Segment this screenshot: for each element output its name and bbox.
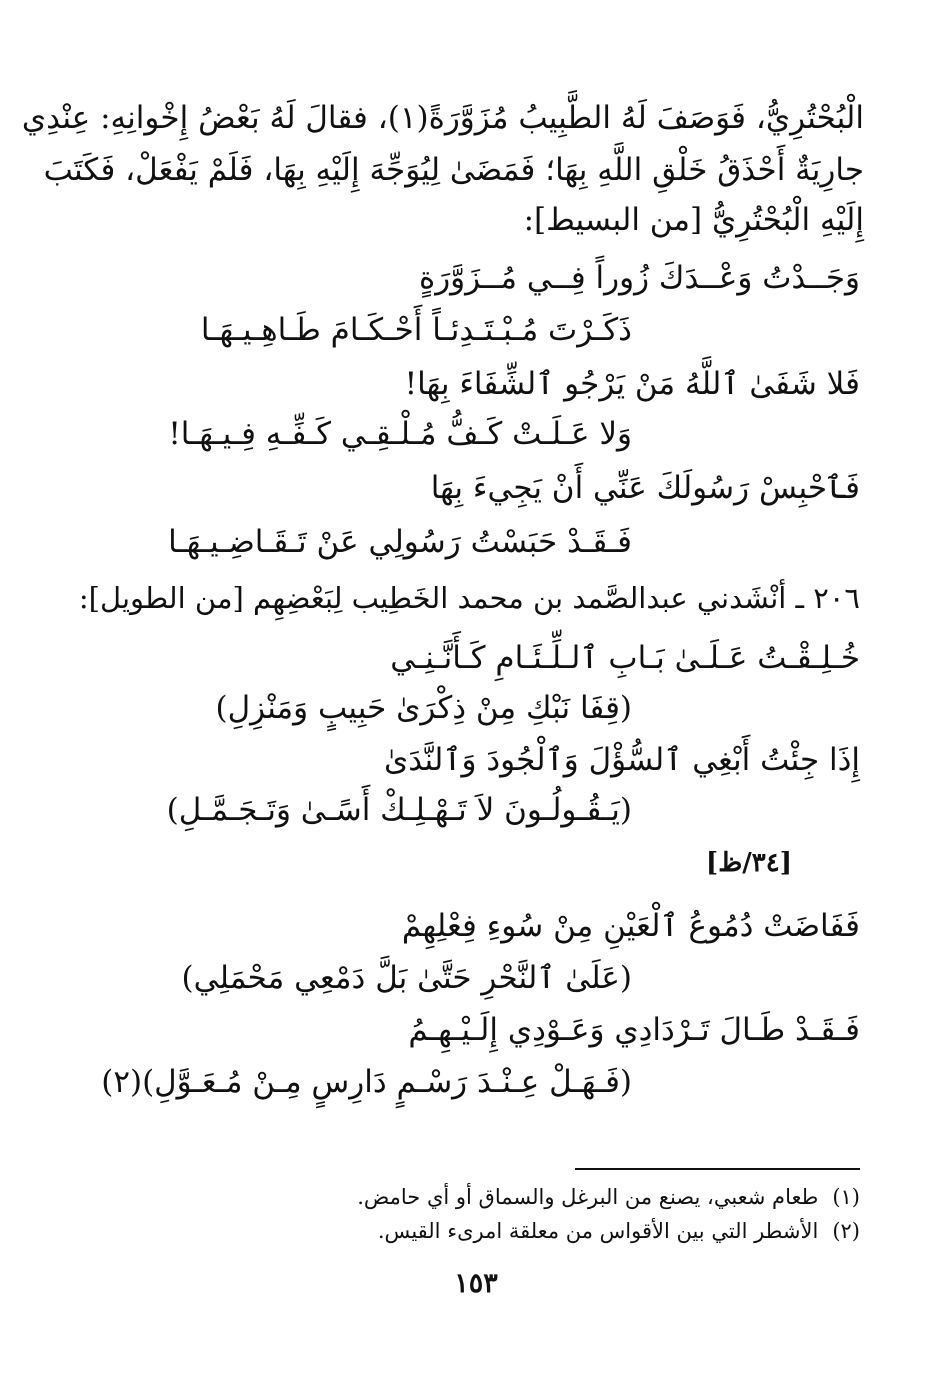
verse-line: خُـلِـقْـتُ عَـلَـىٰ بَـابِ ٱلـلِّـئَـامِ كَـأَنَّـنِـي	[390, 640, 860, 676]
prose-line: الْبُحْتُرِيُّ، فَوَصَفَ لَهُ الطَّبِيبُ مُزَوَّرَةً(١)، فقالَ لَهُ بَعْضُ إِخْوانِهِ: عِنْدِي	[21, 100, 864, 136]
footnote-number: (٢)	[832, 1219, 860, 1243]
footnote-text: الأشطر التي بين الأقواس من معلقة امرىء القيس.	[377, 1219, 819, 1243]
verse-line: فَلا شَفَىٰ ٱللَّهُ مَنْ يَرْجُو ٱلشِّفَاءَ بِهَا!	[404, 366, 860, 402]
verse-line: (فَـهَـلْ عِـنْـدَ رَسْـمٍ دَارِسٍ مِـنْ مُـعَـوَّلِ)(٢)	[101, 1064, 632, 1100]
footnote-separator	[575, 1168, 860, 1170]
footnote-text: طعام شعبي، يصنع من البرغل والسماق أو أي حامض.	[357, 1185, 819, 1209]
prose-line: إِلَيْهِ الْبُحْتُرِيُّ [من البسيط]:	[523, 202, 864, 238]
verse-line: (يَـقُـولُـونَ لاَ تَـهْـلِـكْ أَسًـىٰ وَتَـجَـمَّـلِ)	[166, 792, 632, 828]
verse-line: فَـقَـدْ حَبَسْتُ رَسُولِي عَنْ تَـقَـاضِـيـهَـا	[168, 524, 632, 560]
folio-marker: [٣٤/ظ]	[705, 848, 792, 878]
verse-line: فَفَاضَتْ دُمُوعُ ٱلْعَيْنِ مِنْ سُوءِ فِعْلِهِمْ	[401, 908, 860, 944]
verse-line: (عَلَىٰ ٱلنَّحْرِ حَتَّىٰ بَلَّ دَمْعِي مَحْمَلِي)	[181, 960, 632, 996]
verse-line: وَجَــدْتُ وَعْــدَكَ زُوراً فِــي مُــزَوَّرَةٍ	[418, 260, 860, 296]
verse-line: فَـقَـدْ طَـالَ تَـرْدَادِي وَعَـوْدِي إِلَـيْـهِـمُ	[408, 1012, 860, 1048]
page-number: ١٥٣	[454, 1268, 498, 1299]
footnote-number: (١)	[832, 1185, 860, 1209]
verse-line: ذَكَـرْتَ مُـبْـتَـدِئـاً أَحْـكَـامَ طَـاهِـيـهَـا	[200, 312, 632, 348]
verse-line: إِذَا جِئْتُ أَبْغِي ٱلسُّؤْلَ وَٱلْجُودَ وَٱلنَّدَىٰ	[384, 742, 860, 778]
entry-heading: ٢٠٦ ـ أنْشَدني عبدالصَّمد بن محمد الخَطِيب لِبَعْضِهِم [من الطويل]:	[78, 581, 860, 615]
verse-line: فَٱحْبِسْ رَسُولَكَ عَنِّي أَنْ يَجِيءَ بِهَا	[430, 470, 860, 506]
prose-line: جارِيَةٌ أَحْذَقُ خَلْقِ اللَّهِ بِهَا؛ فَمَضَىٰ لِيُوَجِّهَ إِلَيْهِ بِهَا، فَلَمْ يَفْعَلْ، فَكَتَبَ	[43, 152, 864, 188]
verse-line: وَلا عَـلَـتْ كَـفُّ مُـلْـقِـي كَـفِّـهِ فِـيـهَـا!	[168, 416, 632, 452]
footnote	[378, 1216, 860, 1246]
footnote	[357, 1182, 860, 1212]
verse-line: (قِفَا نَبْكِ مِنْ ذِكْرَىٰ حَبِيبٍ وَمَنْزِلِ)	[215, 690, 632, 726]
